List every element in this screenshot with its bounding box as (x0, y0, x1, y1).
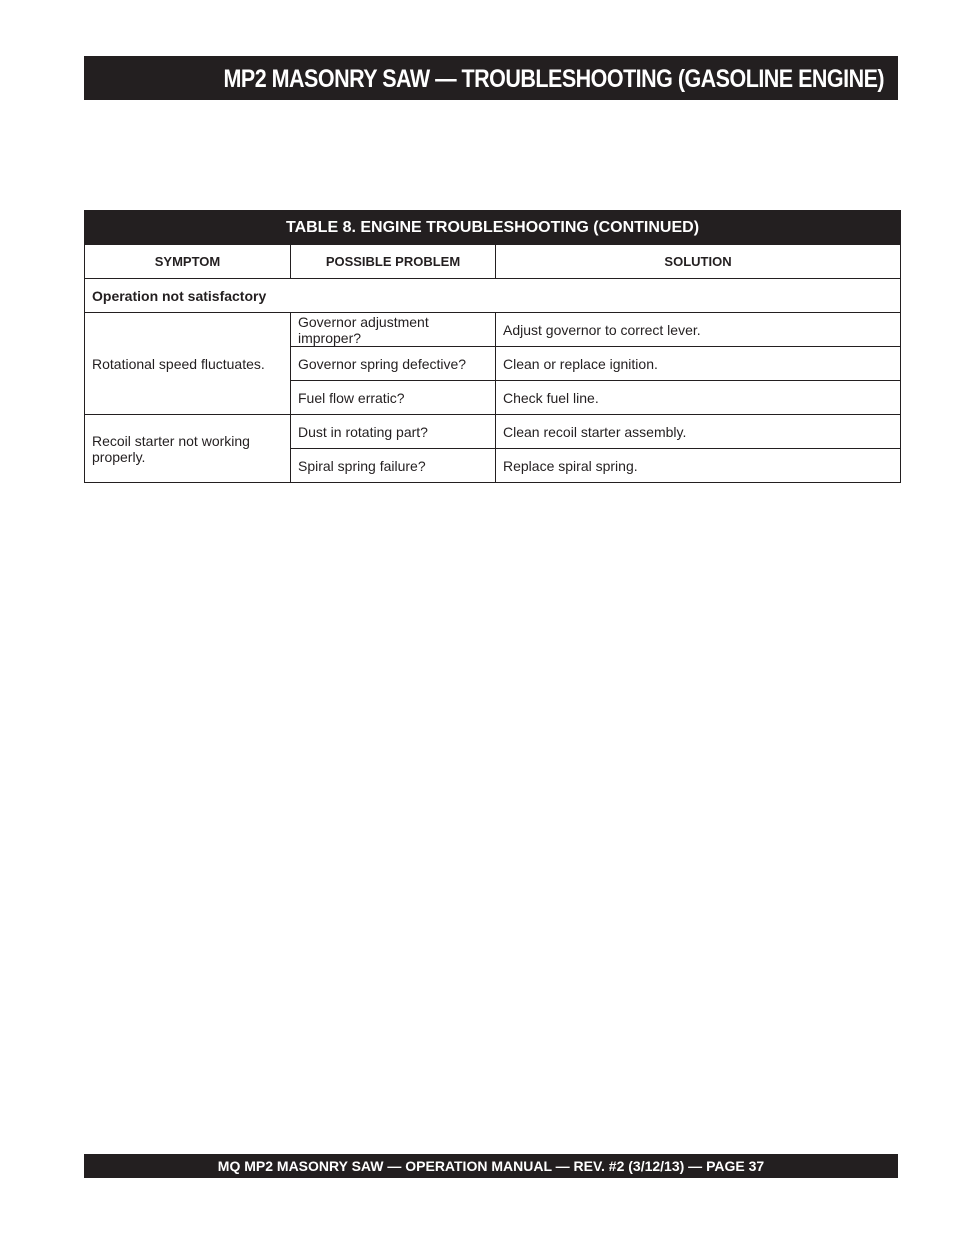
column-header-possible-problem: POSSIBLE PROBLEM (291, 245, 496, 279)
problem-cell: Governor spring defective? (291, 347, 496, 381)
solution-cell: Clean or replace ignition. (496, 347, 901, 381)
page-footer (84, 1154, 898, 1178)
table-row (85, 415, 901, 449)
solution-cell: Replace spiral spring. (496, 449, 901, 483)
footer-text: MQ MP2 MASONRY SAW — OPERATION MANUAL — REV. #2 (3/12/13) — PAGE 37 (217, 1158, 765, 1174)
group-label: Operation not satisfactory (85, 279, 901, 313)
table-row (85, 313, 901, 347)
table-caption: TABLE 8. ENGINE TROUBLESHOOTING (CONTINUED) (85, 211, 901, 245)
table-group-row (85, 279, 901, 313)
symptom-cell: Rotational speed fluctuates. (85, 313, 291, 415)
problem-cell: Dust in rotating part? (291, 415, 496, 449)
table-caption-row (85, 211, 901, 245)
column-header-solution: SOLUTION (496, 245, 901, 279)
symptom-cell: Recoil starter not working properly. (85, 415, 291, 483)
problem-cell: Fuel flow erratic? (291, 381, 496, 415)
troubleshooting-table (84, 210, 901, 483)
solution-cell: Check fuel line. (496, 381, 901, 415)
problem-cell: Spiral spring failure? (291, 449, 496, 483)
solution-cell: Clean recoil starter assembly. (496, 415, 901, 449)
solution-cell: Adjust governor to correct lever. (496, 313, 901, 347)
table-header-row (85, 245, 901, 279)
page-header (84, 56, 898, 100)
page-title: MP2 MASONRY SAW — TROUBLESHOOTING (GASOLINE ENGINE) (223, 65, 884, 93)
column-header-symptom: SYMPTOM (85, 245, 291, 279)
problem-cell: Governor adjustment improper? (291, 313, 496, 347)
